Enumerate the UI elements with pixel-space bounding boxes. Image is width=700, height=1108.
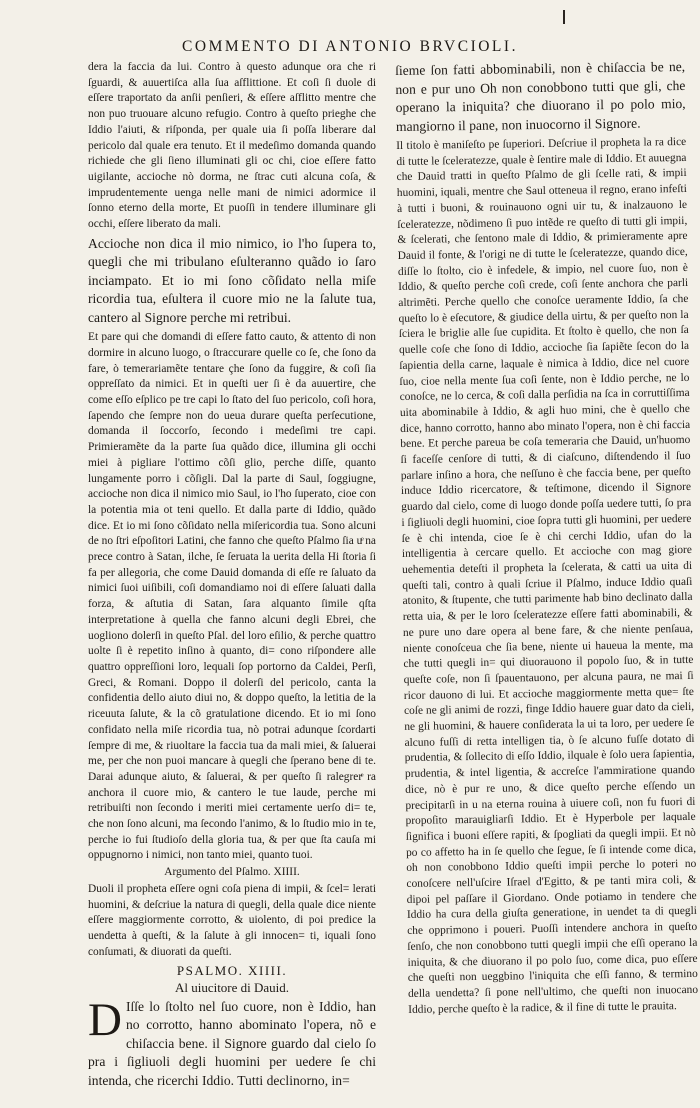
- left-column: [88, 60, 376, 1090]
- argument-heading: Argumento del Pſalmo. XIIII.: [164, 866, 300, 879]
- psalm-verse: Accioche non dica il mio nimico, io l'ho ſupera to, quegli che mi tribulano eſulteranno quãdo io ſaro inciampato. Et io mi ſono cõſidato nella miſe ricordia tua, eſultera il cuore mio ne la ſalute tua, cantero al Signore perche mi retribui.: [88, 235, 376, 325]
- commentary-paragraph: Et pare qui che domandi di eſſere fatto cauto, & attento di non dormire in alcuno luogo, o ſtraccurare quelle co ſe, che ſono da fare, ò temerariamẽte tentare çhe ſono da fuggire, & coſi ſia oppreſſato da nimici. Et in queſti uer ſi è da auuertire, che come eſſo eſplico pe tre capi lo ſtato del ſuo pericolo, coſi hora, ſapendo che ſempre non do ueua durare queſta perſecutione, domanda il ſoccorſo, ſecondo i medeſimi tre capi. Primieramẽte da la parte ſua quãdo dice, illumina gli occhi miei à pigliare l'ottimo cõſi glio, perche diſſe, quanto lungamente porro i cõſigli. Dal la parte di Saul, ſoggiugne, accioche non dica il nimico mio Saul, io l'ho ſuperato, cioe con la potentia mia ot teni quello. Et dalla parte di Iddio, quãdo dice. Et io mi ſono cõſidato nella miſericordia tua. Sono alcuni de no ſtri eſpoſitori Latini, che fanno che queſto Pſalmo ſia uͤ na prece contro à Satan, ilche, ſe ſeruata la uerita della Hi ſtoria ſi fa per allegoria, che come Dauid domanda di eſſe re ſaluato da nimici ſuoi uiſibili, coſi domandiamo noi di eſſere ſaluati dalla forza, & aſtutia di Satan, ſara alquanto ſimile qſta interpretatione à quella che fanno alcuni degli Ebrei, che uogliono dolerſi in queſto Pſal. del loro eſilio, & perche quattro uolte ſi è repetito inſino à quanto, di= cono riſpondere alle quattro oppreſſioni loro, lequali ſop portorno da Caldei, Perſi, Greci, & Romani. Doppo il dolerſi del pericolo, canta la confidentia dello aiuto diui no, & doppo queſto, la letitia de la riceuuta ſalute, & la cõ gratulatione dicendo. Et io mi ſono confidato nella miſe ricordia tua, nò potrai adunque ſcordarti ſempre di me, & riuoltare la faccia tua da mali miei, & ſaluerai me, per che non puoi mancare à quegli che ſperano bene di te. Darai adunque aiuto, & ſaluerai, & per queſto ſi ralegrerͤ ra anchora il cuore mio, & cantero le tue laude, perche mi retribuiſti non ſecondo i meriti miei certamente uerſo di= te, che non ſono alcuni, ma ſecondo l'animo, & lo ſtudio mio in te, perche io fui ſtudioſo della gloria tua, & per que ſta cauſa mi oppugnorno i nimici, non tanto miei, quanto tuoi.: [88, 331, 376, 862]
- psalm-opening: [88, 993, 376, 1090]
- running-head: COMMENTO DI ANTONIO BRVCIOLI.: [182, 38, 518, 55]
- commentary-paragraph: Il titolo è maniſeſto pe ſuperiori. Deſcriue il propheta la ra dice di tutte le ſceleratezze, quale è ſentire male di Iddio. Et auuegna che Dauid tratti in queſto Pſalmo de gli ſcelle rati, & impii huomini, iquali, mentre che Saul otteneua il regno, erano infeſti à tutti i buoni, & rouinauono ogni uir tu, & inalzauono le ſceleratezze, nõdimeno ſi puo intẽde re queſto di tutti gli impii, & ſcelerati, che ſentono male di Iddio, & primieramente apre Dauid il fonte, & l'origi ne di tutte le ſceleratezze, quando dice, diſſe lo ſtolto, cio è infedele, & impio, nel cuore ſuo, non è Iddio, & queſto perche coſi crede, coſi ſente anchora che parli altrimẽti. Perche quello che conoſce ueramente Iddio, ſa che queſto lo è eſecutore, & giudice della uirtu, & per queſto non la ſciera le briglie alle ſue cupidita. Et ſtolto è quello, che non ſa quelle coſe che ſono di Iddio, accioche ſia ſapiẽte ſecon do la ſapientia della carne, laquale è nimica à Iddio, dice nel cuore ſuo, cioe nella mente ſua coſi ſente, non è Iddio perche, ne lo conoſce, ne lo cerca, & coſi dalla perſidia na ſca in corruttiſſima uita abominabile à Iddio, & agli huo mini, che è quello che dice, hanno corrotto, hanno abo minato l'opera, non è chi faccia bene. Et perche pareua be coſa temeraria che Dauid, un'huomo ſi faceſſe cenſore di tutti, & di ciaſcuno, diſtendendo il ſuo parlare inſino a hora, che neſſuno è che faccia bene, per queſto induce Iddio ricercatore, & teſtimone, dicendo il Signore guardo dal cielo, come di luogo donde poſſa uedere tutti, ſo pra i ſigliuoli degli huomini, cioe ſopra tutti gli huomini, per uedere ſe è chi intenda, cioe ſe è chi cerchi Iddio, ufan do la intelligentia à cercare quello. Et accioche con mag giore uehementia deteſti il propheta la ſcelerata, & catti ua uita di queſti tali, contro à quali ſcriue il Pſalmo, induce Iddio quaſi atonito, & ſtupente, che tutti parimente hab bino declinato dalla retta uia, & per le loro ſceleratezze eſſere fatti abominabili, & ne pure uno dare opera al bene fare, & che niente penſaua, niente conoſceua che ſia bene, niente ui haueua la mente, ma che tutti quegli in= qui diuorauono il popolo ſuo, & in tutte queſte coſe, non ſi ſpauentauono, per alcuna paura, ne mai ſi ricor dauono di lui. Et accioche maggiormente metta que= ſte coſe ne gli animi de rozzi, finge Iddio hauere guar dato da cieli, ne gli huomini, & hauere conſiderata la ui ta loro, per uedere ſe alcuno fuſſi di retta intelligen tia, ò ſe alcuno fuſſe dotato di prudentia, & ſollecito di eſſo Iddio, ilquale è ſolo uera ſapientia, prudentia, & intel ligentia, & accreſce l'ammiratione quando dice, nò è pur re uno, & dice queſto perche eſſendo un precipitarſi in u na eterna rouina à uiuere coſi, non fu fuori di propoſito marauigliarſi Iddio. Et è Hyperbole per laquale ſignifica i buoni eſſere rapiti, & ſpogliati da quegli impii. Et nò po co affetto ha in ſe quello che ſegue, ſe ſi intende come dica, oh non conobbono Iddio queſti impii perche lo poteri no conoſcere nell'uſcire Iſrael d'Egitto, & pe tanti mira coli, & dipoi pel paſſare il Giordano. Onde potiamo in tendere che Iddio ha cura della giuſta generatione, in uendet ta di quegli che opprimono i poueri. Puoſſi intendere anchora in queſto ſenſo, che non conobbono tutti quegli impii che eſſi operano la iniquita, & che diuorano il po polo ſuo, come dica, puo eſſere che queſti non ueggbino l'iniquita che eſſi fanno, & termino della uendetta? ſi pone nell'ultimo, che queſti non inuocano Iddio, perche queſto è la radice, & il fine di tutte le prauita.: [396, 135, 699, 1016]
- argument-paragraph: Duoli il propheta eſſere ogni coſa piena di impii, & ſcel= lerati huomini, & deſcriue la natura di quegli, della quale dice niente eſſere maggiormente corrotto, & uiolento, di poi predice la uendetta à queſti, & la ſalute à gli innocen= ti, iquali ſono conſumati, & diuorati da queſti.: [88, 882, 376, 958]
- page-edge-mark: [563, 10, 565, 24]
- commentary-paragraph: dera la faccia da lui. Contro à questo adunque ora che ri ſguardi, & auuertiſca alla ſua aſflittione. Et coſi ſi duole di eſſere traportato da anſii penſieri, & eſſere aſflitto mentre che non puo truouare alcuno refugio. Contro à queſto prieghe che Iddio l'aiuti, & riſponda, per quale uia ſi poſſa liberare dal pericolo dal quale era tenuto. Et il medeſimo domanda quando richiede che gli ſieno illuminati gli oc chi, cioe eſſere fatto uigilante, accioche nò dorma, ne ſtrac cuti alcuna coſa, & imprudentemente uenga nelle mani de nimici adormice il ſonno eterno della morte, Et puoſſi in tendere illuminare gli occhi, eſſere liberato da mali.: [88, 61, 376, 231]
- psalm-verse: ſieme ſon fatti abbominabili, non è chiſaccia be ne, non e pur uno Oh non conobbono tutti que gli, che operano la iniquita? che diuorano il po polo mio, mangiorno il pane, non inuocorno il Signore.: [395, 58, 686, 134]
- drop-cap-initial: D: [88, 993, 122, 1046]
- right-column: [395, 56, 699, 1030]
- psalm-verse: Iſſe lo ſtolto nel ſuo cuore, non è Iddio, han no corrotto, hanno abominato l'opera, nõ e chiſaccia bene. il Signore guardo dal cielo ſo pra i ſigliuoli degli huomini per uedere ſe chi intenda, che ricerchi Iddio. Tutti declinorno, in=: [88, 998, 376, 1088]
- psalm-title: PSALMO. XIIII.: [176, 963, 288, 979]
- psalm-subtitle: Al uiucitore di Dauid.: [174, 980, 290, 996]
